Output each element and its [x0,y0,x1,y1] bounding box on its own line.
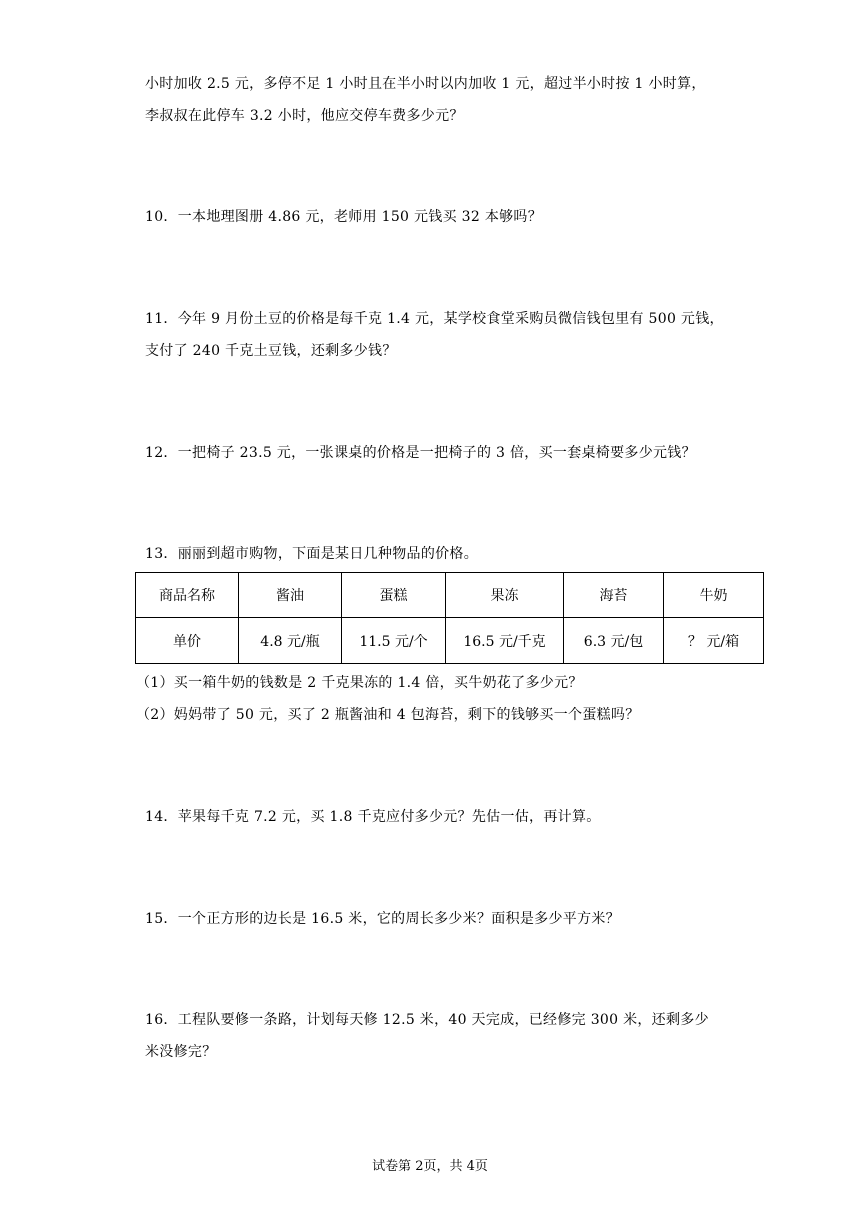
table-cell: 11.5 元/个 [342,618,446,664]
table-row [136,618,764,664]
question-11-line-1: 11．今年 9 月份土豆的价格是每千克 1.4 元，某学校食堂采购员微信钱包里有 500 元钱， [145,311,724,327]
q9-continuation-line-1: 小时加收 2.5 元，多停不足 1 小时且在半小时以内加收 1 元，超过半小时按 1 小时算， [145,76,706,92]
question-10: 10．一本地理图册 4.86 元，老师用 150 元钱买 32 本够吗？ [145,209,543,225]
table-header-cell: 海苔 [564,573,664,618]
price-table [135,572,764,664]
table-header-cell: 商品名称 [136,573,239,618]
table-cell: ？ 元/箱 [664,618,764,664]
table-header-cell: 蛋糕 [342,573,446,618]
question-13-sub-1: （1）买一箱牛奶的钱数是 2 千克果冻的 1.4 倍，买牛奶花了多少元？ [136,675,583,691]
table-row [136,573,764,618]
table-header-cell: 果冻 [446,573,564,618]
page-footer: 试卷第 2页，共 4页 [372,1159,488,1174]
question-16-line-2: 米没修完？ [145,1044,217,1060]
table-cell: 6.3 元/包 [564,618,664,664]
table-header-cell: 牛奶 [664,573,764,618]
question-16-line-1: 16．工程队要修一条路，计划每天修 12.5 米，40 天完成，已经修完 300 米，还剩多少 [145,1012,709,1028]
question-15: 15．一个正方形的边长是 16.5 米，它的周长多少米？面积是多少平方米？ [145,911,620,927]
question-12: 12．一把椅子 23.5 元，一张课桌的价格是一把椅子的 3 倍，买一套桌椅要多少元钱？ [145,445,696,461]
question-14: 14．苹果每千克 7.2 元，买 1.8 千克应付多少元？先估一估，再计算。 [145,809,601,825]
table-cell: 16.5 元/千克 [446,618,564,664]
table-cell: 单价 [136,618,239,664]
table-header-cell: 酱油 [239,573,342,618]
q9-continuation-line-2: 李叔叔在此停车 3.2 小时，他应交停车费多少元？ [145,108,464,124]
question-13: 13．丽丽到超市购物，下面是某日几种物品的价格。 [145,546,479,562]
table-cell: 4.8 元/瓶 [239,618,342,664]
question-11-line-2: 支付了 240 千克土豆钱，还剩多少钱？ [145,343,397,359]
question-13-sub-2: （2）妈妈带了 50 元，买了 2 瓶酱油和 4 包海苔，剩下的钱够买一个蛋糕吗？ [136,707,640,723]
